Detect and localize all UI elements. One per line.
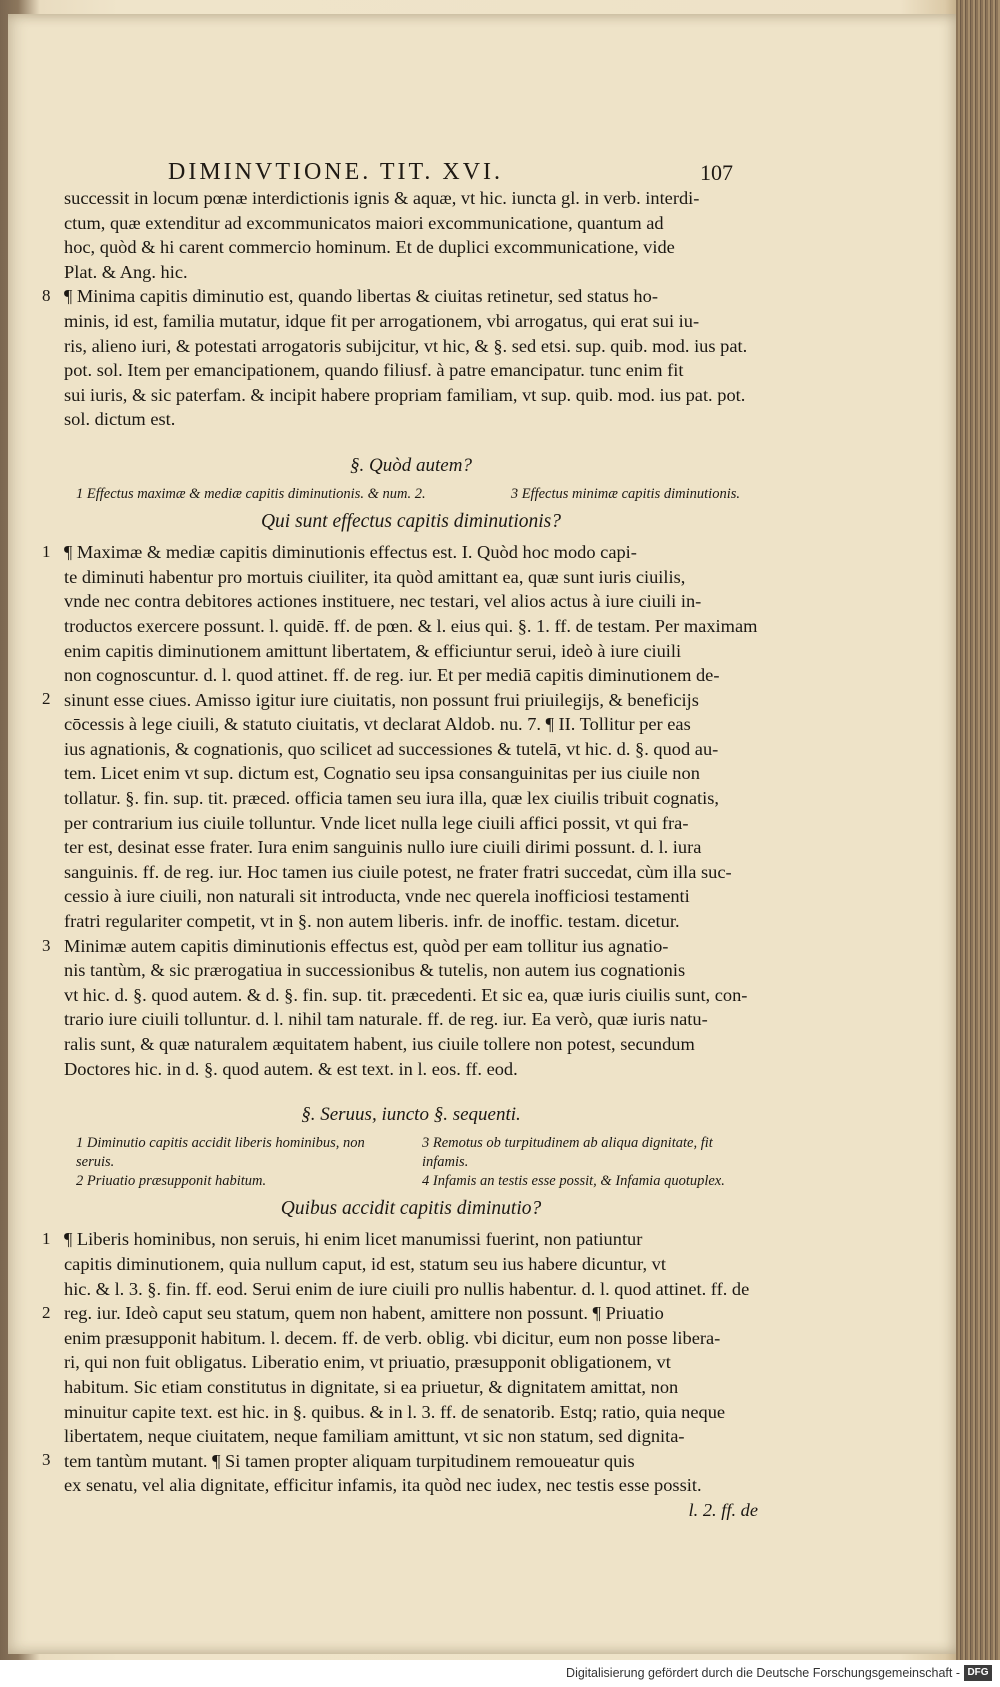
text-line: hoc, quòd & hi carent commercio hominum. Et de duplici excommunicatione, vide bbox=[64, 237, 675, 258]
text-line: habitum. Sic etiam constitutus in dignitate, si ea priuetur, & dignitatem amittat, non bbox=[64, 1376, 679, 1397]
text-line: te diminuti habentur pro mortuis ciuiliter, ita quòd amittant ea, quæ sunt iuris ciuilis, bbox=[64, 566, 686, 587]
footer-credit: Digitalisierung gefördert durch die Deutsche Forschungsgemeinschaft - bbox=[566, 1666, 960, 1680]
running-head: DIMINVTIONE. TIT. XVI. bbox=[168, 159, 504, 185]
summary-item: 1 Effectus maximæ & mediæ capitis diminutionis. & num. 2. bbox=[76, 485, 426, 502]
text-line: ¶ Minima capitis diminutio est, quando libertas & ciuitas retinetur, sed status ho- bbox=[64, 286, 658, 307]
text-line: ris, alieno iuri, & potestati arrogatoris subijcitur, vt hic, & §. sed etsi. sup. quib. mod. ius pat. bbox=[64, 335, 748, 356]
catchword: l. 2. ff. de bbox=[688, 1499, 758, 1520]
text-line: ri, qui non fuit obligatus. Liberatio enim, vt priuatio, præsupponit obligationem, vt bbox=[64, 1352, 671, 1373]
main-text bbox=[42, 186, 758, 1523]
text-line: reg. iur. Ideò caput seu statum, quem non habent, amittere non possunt. ¶ Priuatio bbox=[64, 1303, 664, 1324]
section-heading: §. Quòd autem? bbox=[350, 454, 472, 476]
text-line: cessio à iure ciuili, non naturali sit introducta, vnde nec querela inofficiosi testamenti bbox=[64, 886, 690, 907]
section-summary bbox=[64, 485, 758, 504]
section-question: Qui sunt effectus capitis diminutionis? bbox=[260, 510, 562, 532]
margin-number: 3 bbox=[42, 935, 51, 955]
text-line: sol. dictum est. bbox=[64, 409, 176, 430]
text-line: ter est, desinat esse frater. Iura enim sanguinis nullo iure ciuili dirimi possunt. d. l. iura bbox=[64, 837, 702, 858]
text-line: libertatem, neque ciuitatem, neque familiam amittunt, vt sic non statum, sed dignita- bbox=[64, 1426, 685, 1447]
text-line: per contrarium ius ciuile tolluntur. Vnde licet nulla lege ciuili affici possit, vt qui fra- bbox=[64, 812, 689, 833]
margin-number: 2 bbox=[42, 1303, 51, 1323]
text-line: pot. sol. Item per emancipationem, quando filiusf. à patre emancipatur. tunc enim fit bbox=[64, 360, 684, 381]
text-line: cōcessis à lege ciuili, & statuto ciuitatis, vt declarat Aldob. nu. 7. ¶ II. Tollitur per eas bbox=[64, 714, 691, 735]
text-line: tem. Licet enim vt sup. dictum est, Cognatio seu ipsa consanguinitas per ius ciuile non bbox=[64, 763, 700, 784]
text-line: ctum, quæ extenditur ad excommunicatos maiori excommunicatione, quantum ad bbox=[64, 212, 664, 233]
summary-item: 4 Infamis an testis esse possit, & Infamia quotuplex. bbox=[422, 1172, 725, 1189]
text-line: fratri regulariter competit, vt in §. non autem liberis. infr. de inoffic. testam. dicetur. bbox=[64, 911, 680, 932]
book-page bbox=[8, 14, 958, 1654]
text-line: ius agnationis, & cognationis, quo scilicet ad successiones & tutelā, vt hic. d. §. quod au- bbox=[64, 738, 719, 759]
footer-bar bbox=[0, 1660, 1000, 1687]
paragraph-2 bbox=[42, 540, 758, 934]
paragraph-4 bbox=[42, 1227, 758, 1522]
paragraph-0 bbox=[64, 186, 758, 284]
page-number: 107 bbox=[700, 160, 733, 185]
text-line: minuitur capite text. est hic. in §. quibus. & in l. 3. ff. de senatorib. Estq; ratio, quia neque bbox=[64, 1401, 726, 1422]
margin-number: 2 bbox=[42, 689, 51, 709]
text-line: ¶ Maximæ & mediæ capitis diminutionis effectus est. I. Quòd hoc modo capi- bbox=[64, 542, 637, 563]
section-summary bbox=[64, 1134, 758, 1191]
text-line: hic. & l. 3. §. fin. ff. eod. Serui enim de iure ciuili pro nullis habentur. d. l. quod attinet. ff. de bbox=[64, 1278, 750, 1299]
text-line: vt hic. d. §. quod autem. & d. §. fin. sup. tit. præcedenti. Et sic ea, quæ iuris ciuilis sunt, con- bbox=[64, 984, 748, 1005]
summary-item: 3 Effectus minimæ capitis diminutionis. bbox=[510, 485, 740, 502]
summary-item: 3 Remotus ob turpitudinem ab aliqua dignitate, fit infamis. bbox=[422, 1134, 713, 1170]
text-line: sanguinis. ff. de reg. iur. Hoc tamen ius ciuile potest, ne frater fratri succedat, cùm illa suc- bbox=[64, 861, 732, 882]
text-line: tem tantùm mutant. ¶ Si tamen propter aliquam turpitudinem remoueatur quis bbox=[64, 1450, 635, 1471]
dfg-logo: DFG bbox=[964, 1665, 992, 1681]
margin-number: 3 bbox=[42, 1450, 51, 1470]
text-line: ex senatu, vel alia dignitate, efficitur infamis, ita quòd nec iudex, nec testis esse possit. bbox=[64, 1475, 702, 1496]
text-line: capitis diminutionem, quia nullum caput, id est, statum seu ius habere dicuntur, vt bbox=[64, 1253, 666, 1274]
summary-item: 2 Priuatio præsupponit habitum. bbox=[76, 1172, 267, 1189]
paragraph-3 bbox=[42, 934, 758, 1082]
text-line: vnde nec contra debitores actiones instituere, nec testari, vel alios actus à iure ciuili in- bbox=[64, 591, 702, 612]
text-line: enim præsupponit habitum. l. decem. ff. de verb. oblig. vbi dicitur, eum non posse libera- bbox=[64, 1327, 721, 1348]
text-line: Plat. & Ang. hic. bbox=[64, 261, 188, 282]
text-line: troductos exercere possunt. l. quidē. ff. de pœn. & l. eius qui. §. 1. ff. de testam. Per maximam bbox=[64, 615, 758, 636]
margin-number: 1 bbox=[42, 1229, 51, 1249]
text-line: ralis sunt, & quæ naturalem æquitatem habent, ius ciuile tollere non potest, secundum bbox=[64, 1034, 695, 1054]
text-line: enim capitis diminutionem amittunt libertatem, & efficiuntur serui, ideò à iure ciuili bbox=[64, 640, 682, 661]
text-line: Minimæ autem capitis diminutionis effectus est, quòd per eam tollitur ius agnatio- bbox=[64, 935, 669, 956]
text-line: Doctores hic. in d. §. quod autem. & est text. in l. eos. ff. eod. bbox=[64, 1058, 518, 1079]
text-line: sui iuris, & sic paterfam. & incipit habere propriam familiam, vt sup. quib. mod. ius pat. pot. bbox=[64, 384, 746, 405]
section-heading: §. Seruus, iuncto §. sequenti. bbox=[301, 1104, 521, 1126]
text-line: ¶ Liberis hominibus, non seruis, hi enim licet manumissi fuerint, non patiuntur bbox=[64, 1229, 643, 1250]
margin-number: 1 bbox=[42, 542, 51, 562]
text-line: minis, id est, familia mutatur, idque fit per arrogationem, vbi arrogatus, qui erat sui iu- bbox=[64, 310, 700, 331]
text-line: sinunt esse ciues. Amisso igitur iure ciuitatis, non possunt frui priuilegijs, & beneficijs bbox=[64, 689, 699, 710]
text-line: tollatur. §. fin. sup. tit. præced. officia tamen seu iura illa, quæ lex ciuilis tribuit cognatis, bbox=[64, 788, 719, 809]
summary-item: 1 Diminutio capitis accidit liberis hominibus, non seruis. bbox=[76, 1134, 365, 1170]
text-line: non cognoscuntur. d. l. quod attinet. ff. de reg. iur. Et per mediā capitis diminutionem de- bbox=[64, 665, 720, 686]
section-question: Quibus accidit capitis diminutio? bbox=[280, 1197, 542, 1219]
book-edge bbox=[956, 0, 1000, 1687]
text-line: successit in locum pœnæ interdictionis ignis & aquæ, vt hic. iuncta gl. in verb. interdi- bbox=[64, 188, 700, 208]
margin-number: 8 bbox=[42, 286, 51, 306]
paragraph-1 bbox=[42, 284, 758, 432]
text-line: trario iure ciuili tolluntur. d. l. nihil tam naturale. ff. de reg. iur. Ea verò, quæ iuris natu- bbox=[64, 1009, 708, 1030]
text-line: nis tantùm, & sic prærogatiua in successionibus & tutelis, non autem ius cognationis bbox=[64, 960, 686, 981]
